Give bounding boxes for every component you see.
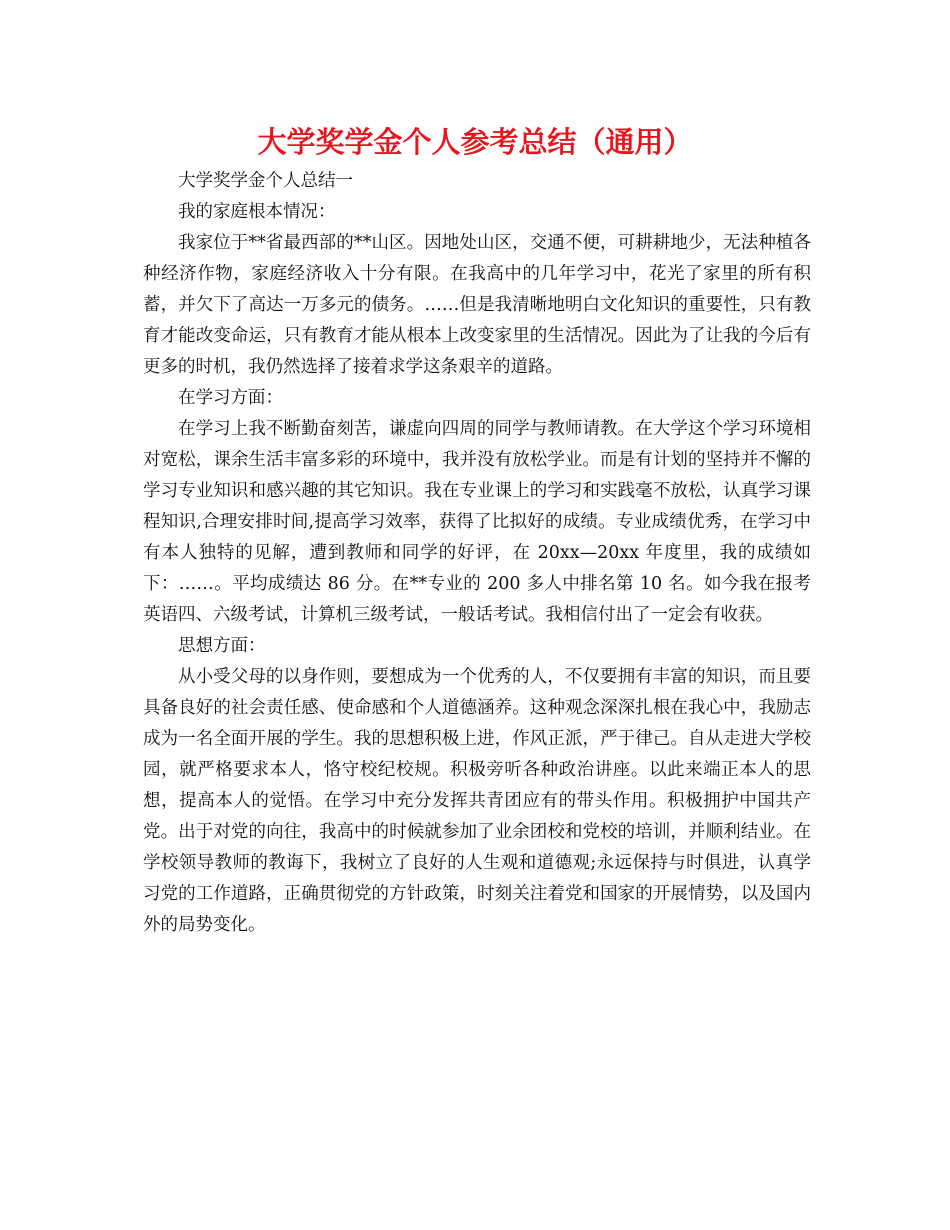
section-heading-thought: 思想方面：	[178, 636, 266, 656]
section-paragraph-thought: 从小受父母的以身作则，要想成为一个优秀的人，不仅要拥有丰富的知识，而且要具备良好的社会责任感、使命感和个人道德涵养。这种观念深深扎根在我心中，我励志成为一名全面开展的学生。我的思想积极上进，作风正派，严于律己。自从走进大学校园，就严格要求本人，恪守校纪校规。积极旁听各种政治讲座。以此来端正本人的思想，提高本人的觉悟。在学习中充分发挥共青团应有的带头作用。积极拥护中国共产党。出于对党的向往，我高中的时候就参加了业余团校和党校的培训，并顺利结业。在学校领导教师的教诲下，我树立了良好的人生观和道德观;永远保持与时俱进，认真学习党的工作道路，正确贯彻党的方针政策，时刻关注着党和国家的开展情势，以及国内外的局势变化。	[143, 667, 811, 935]
section-paragraph-family: 我家位于**省最西部的**山区。因地处山区，交通不便，可耕耕地少，无法种植各种经济作物，家庭经济收入十分有限。在我高中的几年学习中，花光了家里的所有积蓄，并欠下了高达一万多元的债务。……但是我清晰地明白文化知识的重要性，只有教育才能改变命运，只有教育才能从根本上改变家里的生活情况。因此为了让我的今后有更多的时机，我仍然选择了接着求学这条艰辛的道路。	[143, 233, 811, 377]
page-title: 大学奖学金个人参考总结（通用）	[257, 125, 693, 159]
section-heading-family: 我的家庭根本情况：	[178, 202, 336, 222]
document-subtitle: 大学奖学金个人总结一	[178, 171, 353, 191]
section-heading-study: 在学习方面：	[178, 388, 283, 408]
document-body	[143, 166, 811, 941]
section-paragraph-study: 在学习上我不断勤奋刻苦，谦虚向四周的同学与教师请教。在大学这个学习环境相对宽松，课余生活丰富多彩的环境中，我并没有放松学业。而是有计划的坚持并不懈的学习专业知识和感兴趣的其它知识。我在专业课上的学习和实践毫不放松，认真学习课程知识,合理安排时间,提高学习效率，获得了比拟好的成绩。专业成绩优秀，在学习中有本人独特的见解，遭到教师和同学的好评，在 20xx—20xx 年度里，我的成绩如下：……。平均成绩达 86 分。在**专业的 200 多人中排名第 10 名。如今我在报考英语四、六级考试，计算机三级考试，一般话考试。我相信付出了一定会有收获。	[143, 419, 812, 625]
